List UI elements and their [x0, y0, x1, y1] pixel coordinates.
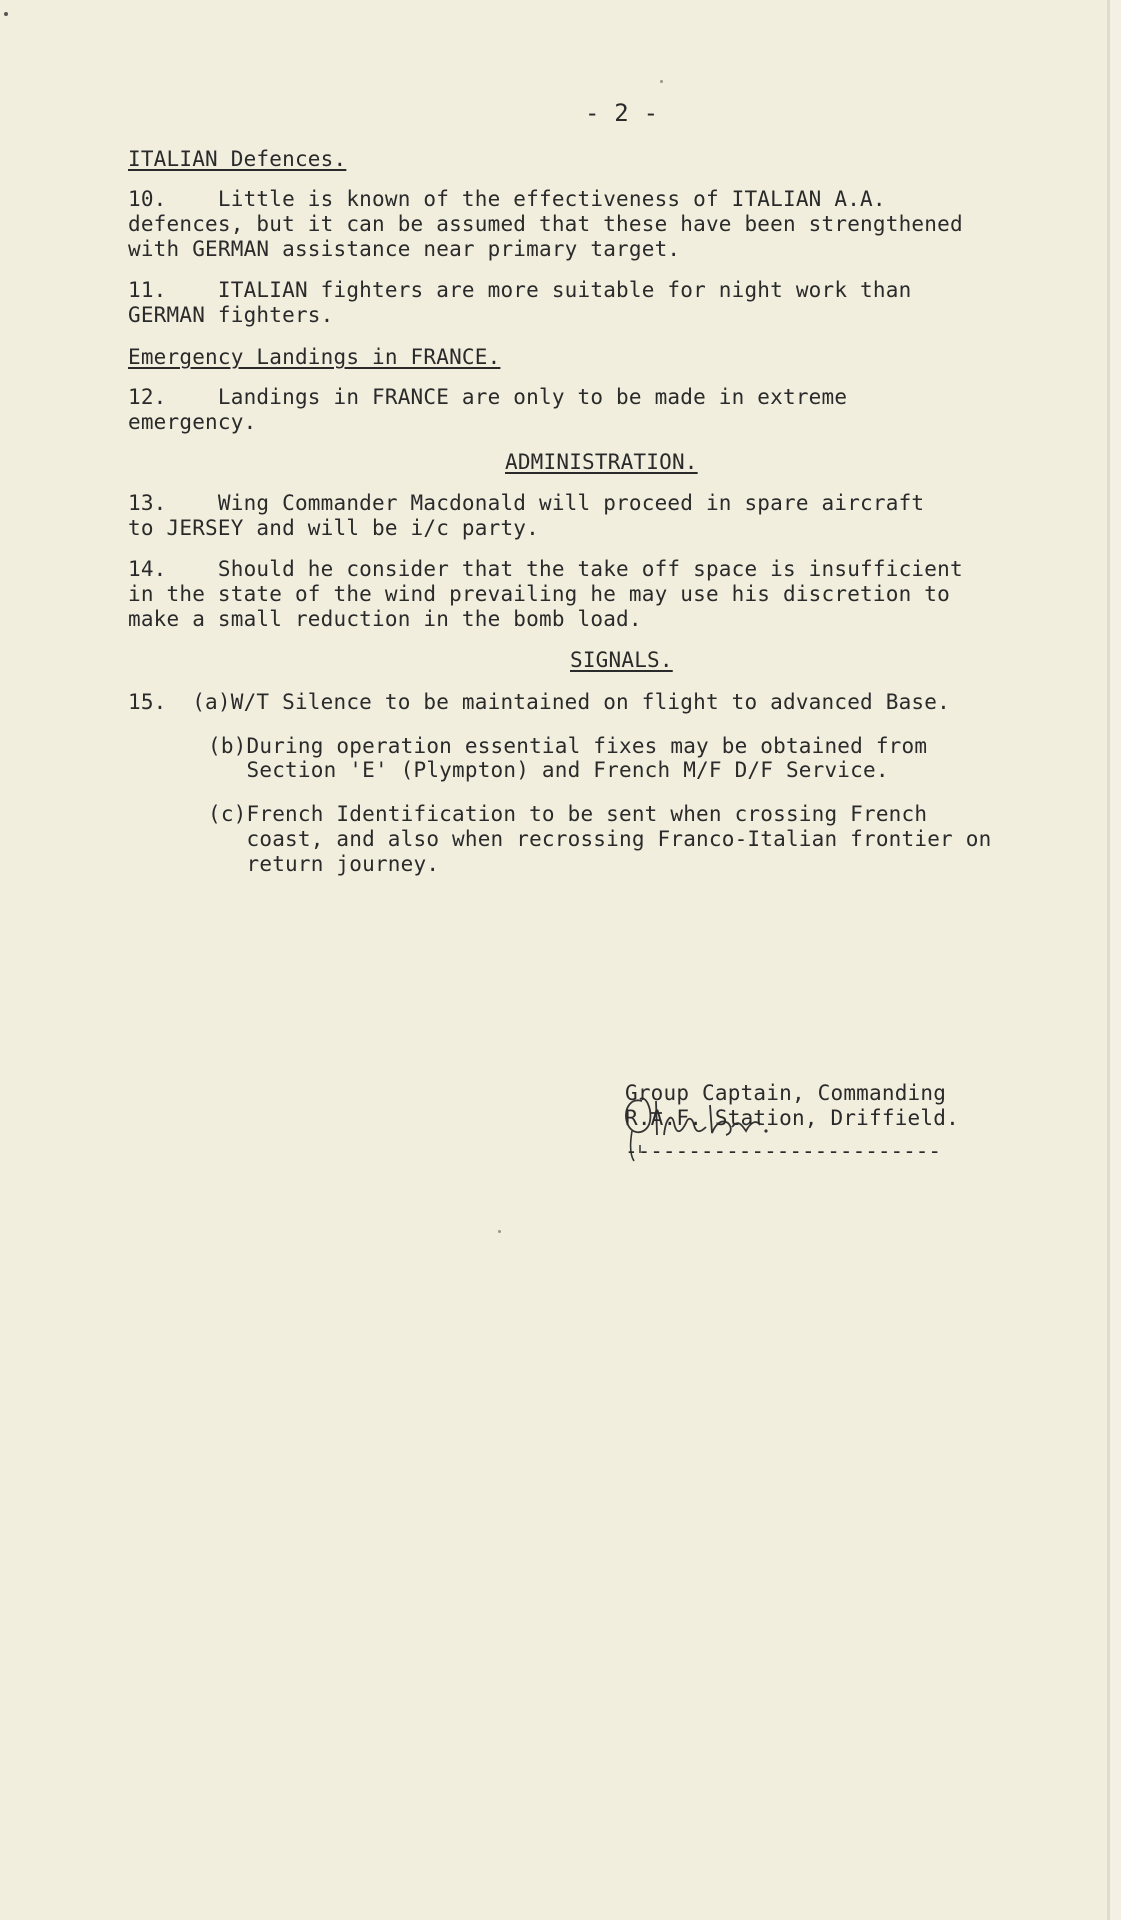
paragraph-11-line-1: 11. ITALIAN fighters are more suitable for night work than	[128, 278, 912, 302]
paragraph-10-line-1: 10. Little is known of the effectiveness of ITALIAN A.A.	[128, 187, 886, 211]
paragraph-14-line-2: in the state of the wind prevailing he may use his discretion to	[128, 582, 950, 606]
signature-title-line-1: Group Captain, Commanding	[625, 1081, 947, 1105]
paragraph-10-line-2: defences, but it can be assumed that these have been strengthened	[128, 212, 963, 236]
page-number: - 2 -	[585, 99, 659, 127]
paper-speck	[498, 1230, 501, 1233]
signature-title-line-2: R.A.F. Station, Driffield.	[625, 1106, 959, 1130]
heading-signals: SIGNALS.	[570, 648, 673, 672]
signature-underline: -------------------------	[625, 1139, 942, 1163]
paragraph-10-line-3: with GERMAN assistance near primary target.	[128, 237, 681, 261]
paragraph-14-line-1: 14. Should he consider that the take off space is insufficient	[128, 557, 963, 581]
signals-item-a: 15. (a)W/T Silence to be maintained on flight to advanced Base.	[128, 690, 950, 714]
signals-item-b-line-1: (b)During operation essential fixes may be obtained from	[208, 734, 928, 758]
signals-item-c-line-1: (c)French Identification to be sent when crossing French	[208, 802, 928, 826]
paragraph-13-line-2: to JERSEY and will be i/c party.	[128, 516, 539, 540]
signals-item-c-line-2: coast, and also when recrossing Franco-Italian frontier on	[208, 827, 992, 851]
heading-administration: ADMINISTRATION.	[505, 450, 698, 474]
paragraph-14-line-3: make a small reduction in the bomb load.	[128, 607, 642, 631]
paragraph-12-line-2: emergency.	[128, 410, 257, 434]
signals-item-c-line-3: return journey.	[208, 852, 440, 876]
paragraph-11-line-2: GERMAN fighters.	[128, 303, 334, 327]
heading-emergency-landings: Emergency Landings in FRANCE.	[128, 345, 501, 369]
heading-italian-defences: ITALIAN Defences.	[128, 147, 347, 171]
paper-speck	[660, 80, 663, 83]
paragraph-12-line-1: 12. Landings in FRANCE are only to be made in extreme	[128, 385, 848, 409]
paper-speck	[4, 12, 8, 16]
paragraph-13-line-1: 13. Wing Commander Macdonald will proceed in spare aircraft	[128, 491, 925, 515]
signals-item-b-line-2: Section 'E' (Plympton) and French M/F D/F Service.	[208, 758, 889, 782]
